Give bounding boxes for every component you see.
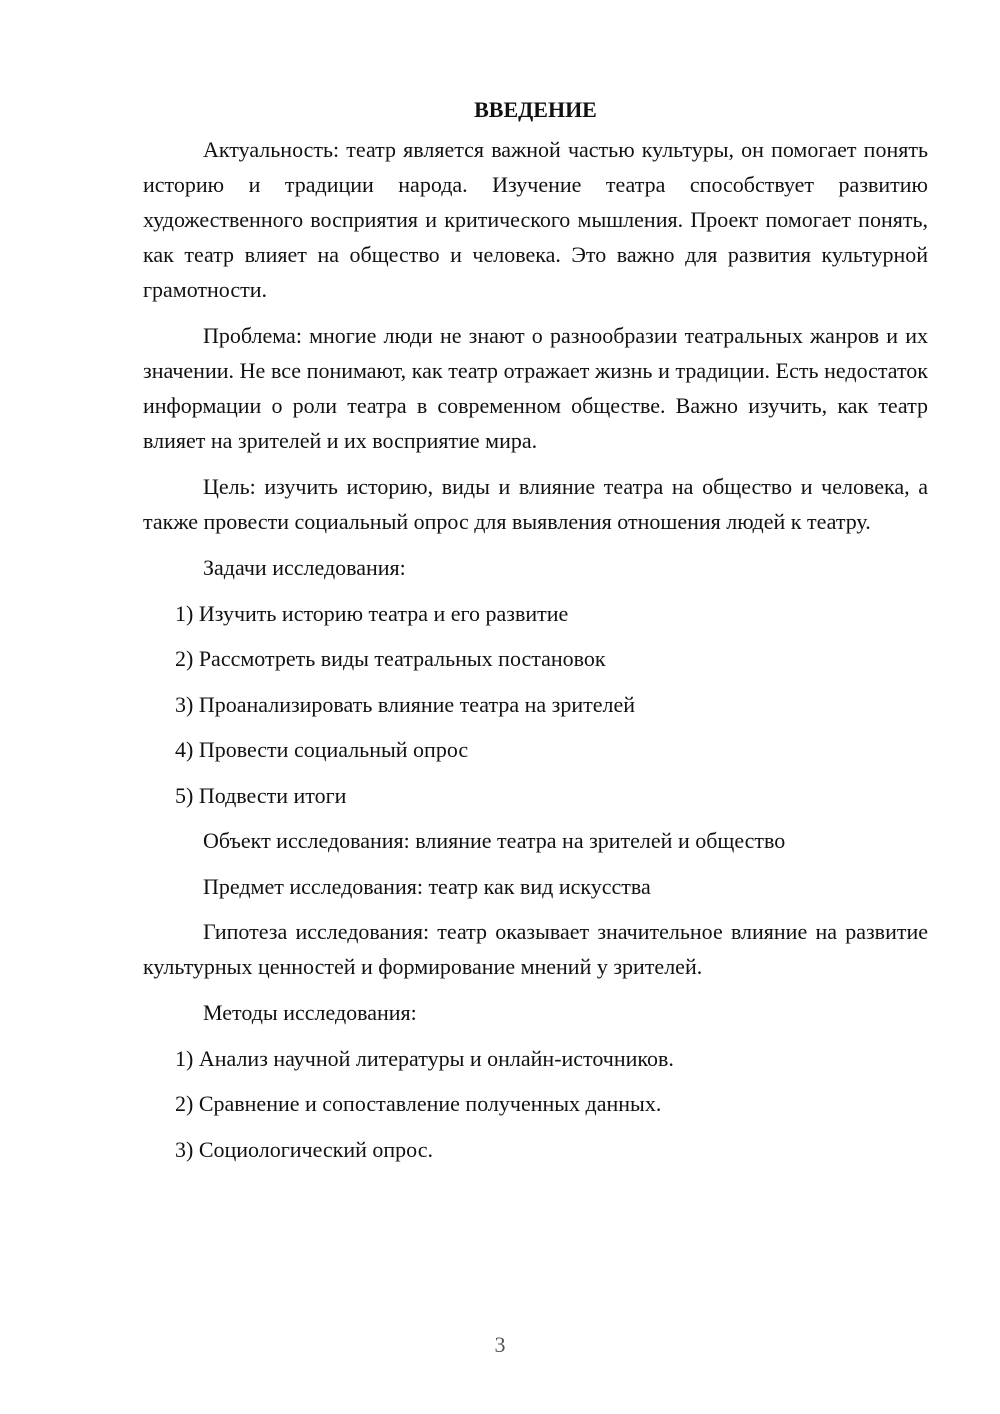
task-item: 1) Изучить историю театра и его развитие <box>175 600 569 626</box>
subject-paragraph: Предмет исследования: театр как вид искусства <box>203 873 651 899</box>
document-page <box>143 92 928 1177</box>
hypothesis-paragraph: Гипотеза исследования: театр оказывает значительное влияние на развитие культурных ценностей и формирование мнений у зрителей. <box>143 919 928 979</box>
section-title: ВВЕДЕНИЕ <box>474 97 597 122</box>
method-item: 3) Социологический опрос. <box>175 1136 433 1162</box>
tasks-list <box>143 596 928 813</box>
method-item: 2) Сравнение и сопоставление полученных данных. <box>175 1091 662 1116</box>
task-item: 2) Рассмотреть виды театральных постановок <box>175 646 606 671</box>
tasks-heading: Задачи исследования: <box>203 555 406 580</box>
methods-heading: Методы исследования: <box>203 1000 417 1025</box>
goal-paragraph: Цель: изучить историю, виды и влияние театра на общество и человека, а также провести социальный опрос для выявления отношения людей к театру. <box>143 474 928 534</box>
method-item: 1) Анализ научной литературы и онлайн-источников. <box>175 1045 674 1071</box>
object-paragraph: Объект исследования: влияние театра на зрителей и общество <box>203 828 786 853</box>
task-item: 3) Проанализировать влияние театра на зрителей <box>175 691 636 717</box>
task-item: 4) Провести социальный опрос <box>175 737 469 762</box>
page-number: 3 <box>494 1332 506 1357</box>
methods-list <box>143 1041 928 1167</box>
problem-paragraph: Проблема: многие люди не знают о разнообразии театральных жанров и их значении. Не все понимают, как театр отражает жизнь и традиции. Есть недостаток информации о роли театра в современном обществе. Важно изучить, как театр влияет на зрителей и их восприятие мира. <box>143 323 928 453</box>
relevance-paragraph: Актуальность: театр является важной частью культуры, он помогает понять историю и традиции народа. Изучение театра способствует развитию художественного восприятия и критического мышления. Проект помогает понять, как театр влияет на общество и человека. Это важно для развития культурной грамотности. <box>143 137 928 302</box>
task-item: 5) Подвести итоги <box>175 782 347 808</box>
